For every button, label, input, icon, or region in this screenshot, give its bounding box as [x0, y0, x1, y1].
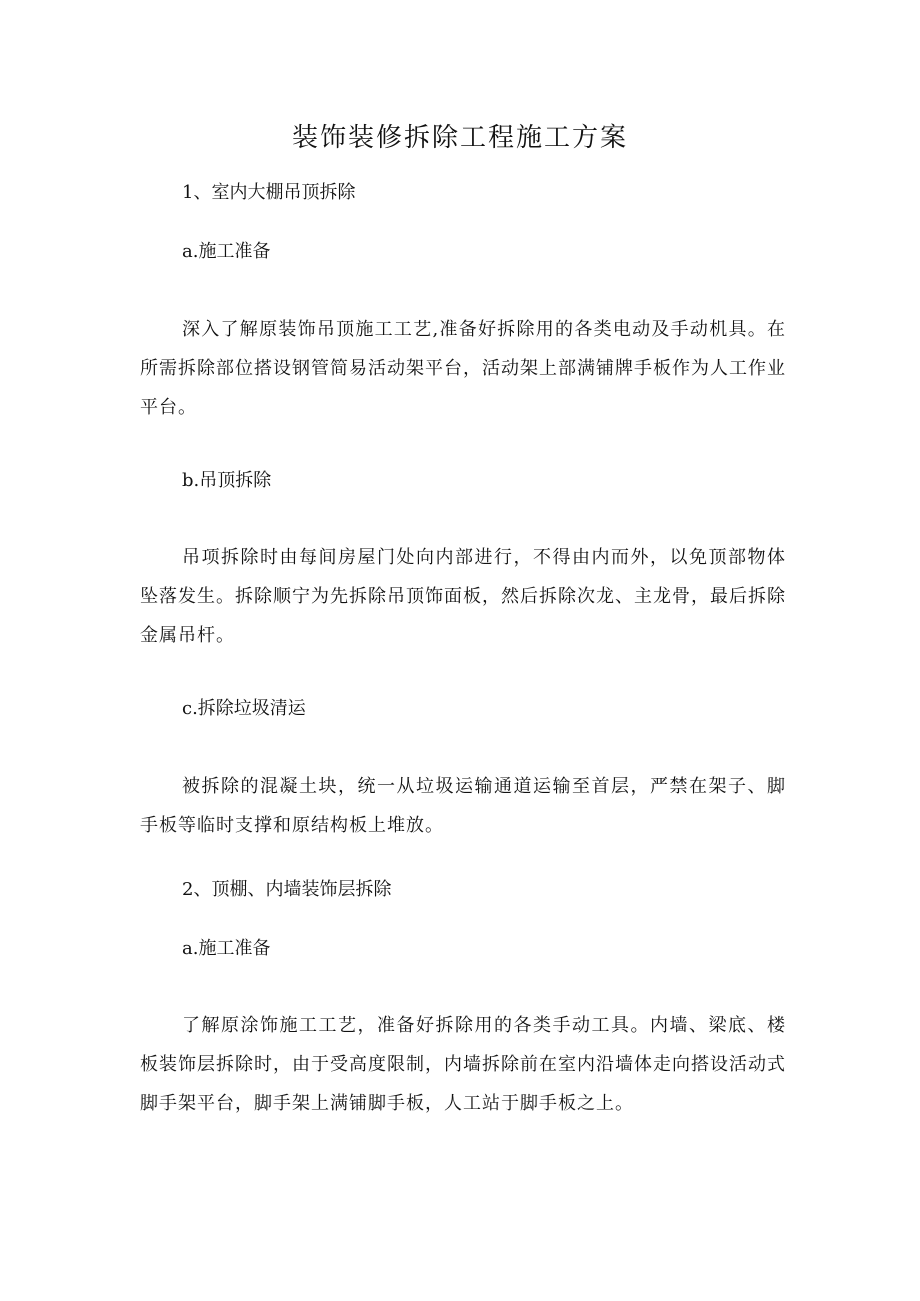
section-1a-heading: a.施工准备	[182, 241, 271, 262]
section-1c-paragraph: 被拆除的混凝土块，统一从垃圾运输通道运输至首层，严禁在架子、脚手板等临时支撑和原结构板上堆放。	[140, 776, 786, 836]
section-1a-paragraph: 深入了解原装饰吊顶施工工艺,准备好拆除用的各类电动及手动机具。在所需拆除部位搭设钢管简易活动架平台，活动架上部满铺牌手板作为人工作业平台。	[140, 319, 786, 418]
section-2-heading: 2、顶棚、内墙装饰层拆除	[182, 879, 392, 900]
section-2a-heading: a.施工准备	[182, 938, 271, 959]
section-1c-heading: c.拆除垃圾清运	[182, 698, 306, 719]
section-1b-heading: b.吊顶拆除	[182, 470, 272, 491]
document-title: 装饰装修拆除工程施工方案	[291, 123, 628, 153]
section-1b-paragraph: 吊项拆除时由每间房屋门处向内部进行，不得由内而外，以免顶部物体坠落发生。拆除顺宁为先拆除吊顶饰面板，然后拆除次龙、主龙骨，最后拆除金属吊杆。	[140, 547, 786, 646]
section-1-heading: 1、室内大棚吊顶拆除	[182, 182, 356, 203]
section-2a-paragraph: 了解原涂饰施工工艺，准备好拆除用的各类手动工具。内墙、梁底、楼板装饰层拆除时，由于受高度限制，内墙拆除前在室内沿墙体走向搭设活动式脚手架平台，脚手架上满铺脚手板，人工站于脚手板之上。	[140, 1015, 786, 1114]
